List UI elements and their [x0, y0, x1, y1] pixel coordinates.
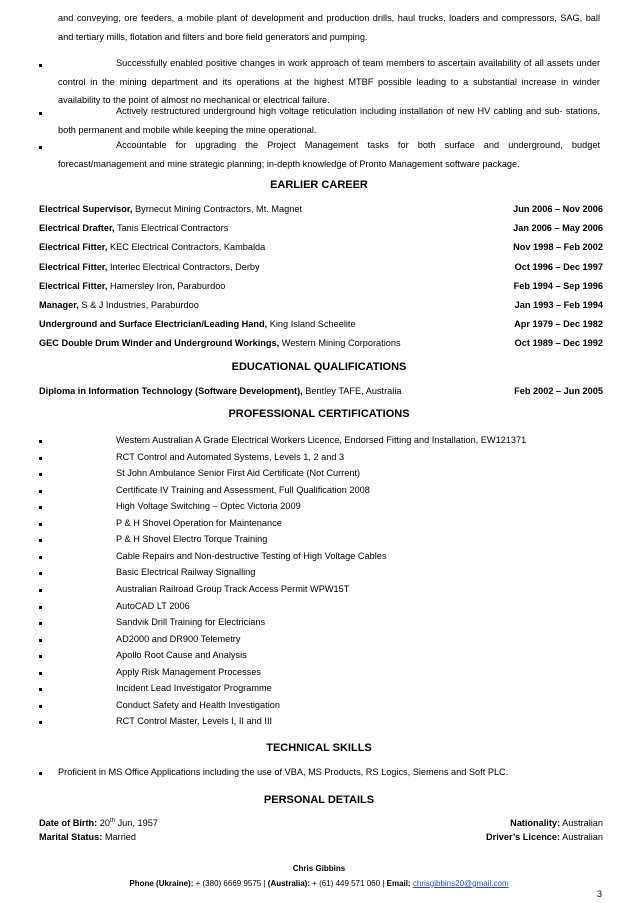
- bullet-marker: [39, 490, 42, 493]
- career-row: [39, 319, 603, 333]
- career-title: Underground and Surface Electrician/Leading Hand,: [39, 319, 268, 329]
- achievement-rest-text: forecast/management and mine strategic planning; in-depth knowledge of Pronto Management software package.: [58, 158, 520, 169]
- achievement-lead-text: Accountable for upgrading the Project Management tasks for both surface and underground, budget: [116, 140, 600, 150]
- career-dates: Nov 1998 – Feb 2002: [513, 242, 603, 252]
- achievement-paragraph: [58, 136, 600, 173]
- career-company: Interlec Electrical Contractors, Derby: [110, 262, 260, 272]
- education-row: [39, 386, 603, 400]
- bullet-marker: [39, 639, 42, 642]
- bullet-marker: [39, 688, 42, 691]
- bullet-marker: [39, 539, 42, 542]
- career-row: [39, 223, 603, 237]
- nationality-label: Nationality:: [510, 818, 561, 828]
- certification-item: Apollo Root Cause and Analysis: [116, 650, 247, 661]
- career-dates: Jan 1993 – Feb 1994: [514, 300, 603, 310]
- nationality: [510, 818, 603, 828]
- dob-day: 20: [99, 818, 110, 829]
- email-link[interactable]: chrisgibbins20@gmail.com: [412, 879, 509, 888]
- certification-item: St John Ambulance Senior First Aid Certificate (Not Current): [116, 468, 361, 479]
- career-dates: Oct 1996 – Dec 1997: [514, 262, 603, 272]
- bullet-marker: [39, 506, 42, 509]
- education-dates: Feb 2002 – Jun 2005: [514, 386, 603, 396]
- career-row: [39, 242, 603, 256]
- page-number: 3: [596, 889, 602, 899]
- career-row: [39, 338, 603, 352]
- marital-label: Marital Status:: [39, 832, 103, 842]
- achievement-lead-text: Actively restructured underground high voltage reticulation including installation of new HV cabling and sub-: [116, 106, 563, 116]
- career-company: KEC Electrical Contractors, Kambalda: [110, 242, 266, 252]
- career-dates: Oct 1989 – Dec 1992: [514, 338, 603, 348]
- certification-item: Conduct Safety and Health Investigation: [116, 699, 280, 710]
- career-title: Electrical Fitter,: [39, 242, 108, 252]
- bullet-marker: [39, 721, 42, 724]
- career-dates: Jan 2006 – May 2006: [513, 223, 603, 233]
- career-company: Byrnecut Mining Contractors, Mt. Magnet: [135, 204, 303, 214]
- career-row: [39, 281, 603, 295]
- career-title: GEC Double Drum Winder and Underground Workings,: [39, 338, 280, 348]
- date-of-birth: [39, 818, 158, 828]
- drivers-licence: [486, 832, 603, 842]
- phone-australia-label: (Australia):: [267, 879, 311, 888]
- career-company: Hamersley Iron, Paraburdoo: [110, 281, 226, 291]
- nationality-value: Australian: [562, 818, 603, 828]
- separator: |: [263, 879, 266, 888]
- bullet-marker: [39, 556, 42, 559]
- career-title: Electrical Fitter,: [39, 281, 108, 291]
- bullet-marker: [39, 440, 42, 443]
- achievement-lead-text: Successfully enabled positive changes in work approach of team members to ascertain availability of all assets: [116, 58, 574, 68]
- career-title: Electrical Fitter,: [39, 262, 108, 272]
- career-title: Electrical Supervisor,: [39, 204, 133, 214]
- bullet-marker: [39, 705, 42, 708]
- certification-item: AD2000 and DR900 Telemetry: [116, 633, 241, 644]
- bullet-marker: [39, 64, 42, 67]
- separator: |: [382, 879, 385, 888]
- marital-status: [39, 832, 136, 842]
- dob-suffix: th: [109, 818, 115, 824]
- phone-australia: + (61) 449 571 060: [312, 879, 381, 888]
- bullet-marker: [39, 672, 42, 675]
- bullet-marker: [39, 523, 42, 526]
- certifications-heading: PROFESSIONAL CERTIFICATIONS: [228, 408, 410, 420]
- career-dates: Jun 2006 – Nov 2006: [513, 204, 603, 214]
- bullet-marker: [39, 473, 42, 476]
- licence-value: Australian: [562, 832, 603, 842]
- certification-item: Incident Lead Investigator Programme: [116, 683, 272, 694]
- email-label: Email:: [386, 879, 411, 888]
- bullet-marker: [39, 146, 42, 149]
- bullet-marker: [39, 772, 42, 775]
- career-company: Tanis Electrical Contractors: [116, 223, 229, 233]
- bullet-marker: [39, 572, 42, 575]
- personal-details-heading: PERSONAL DETAILS: [263, 794, 375, 806]
- certification-item: Apply Risk Management Processes: [116, 666, 262, 677]
- education-heading: EDUCATIONAL QUALIFICATIONS: [231, 361, 407, 373]
- career-title: Electrical Drafter,: [39, 223, 115, 233]
- career-company: Western Mining Corporations: [281, 338, 401, 348]
- footer-name: Chris Gibbins: [292, 864, 346, 873]
- certification-item: Basic Electrical Railway Signalling: [116, 567, 256, 578]
- certification-item: RCT Control and Automated Systems, Levels 1, 2 and 3: [116, 451, 345, 462]
- intro-paragraph-continuation: and conveying, ore feeders, a mobile plant of development and production drills, haul trucks, loaders and compressors, SAG, ball and tertiary mills, flotation and filters and bore field generators and pumping.: [58, 13, 600, 42]
- certification-item: P & H Shovel Electro Torque Training: [116, 534, 268, 545]
- career-row: [39, 204, 603, 218]
- bullet-marker: [39, 655, 42, 658]
- achievement-rest-text: under control in the mining department and its operations at the highest MTBF possible leading to a substantial increase in winder availability to the point of almost no mechanical or electrical failure.: [58, 58, 600, 105]
- education-title: Diploma in Information Technology (Software Development),: [39, 386, 303, 396]
- bullet-marker: [39, 606, 42, 609]
- achievement-paragraph: [58, 102, 600, 139]
- certification-item: Cable Repairs and Non-destructive Testing of High Voltage Cables: [116, 550, 387, 561]
- certification-item: AutoCAD LT 2006: [116, 600, 190, 611]
- certification-item: RCT Control Master, Levels I, II and III: [116, 716, 273, 727]
- footer-contact: [0, 879, 638, 888]
- achievement-rest-text: stations, both permanent and mobile while keeping the mine operational.: [58, 106, 600, 135]
- phone-ukraine: + (380) 6669 9575: [195, 879, 262, 888]
- certification-item: P & H Shovel Operation for Maintenance: [116, 517, 282, 528]
- certification-item: Australian Railroad Group Track Access Permit WPW15T: [116, 583, 350, 594]
- certification-item: Sandvik Drill Training for Electricians: [116, 617, 266, 628]
- dob-label: Date of Birth:: [39, 818, 98, 829]
- certification-item: Western Australian A Grade Electrical Workers Licence, Endorsed Fitting and Installation, EW121371: [116, 435, 527, 445]
- technical-skills-heading: TECHNICAL SKILLS: [266, 742, 372, 754]
- licence-label: Driver’s Licence:: [486, 832, 561, 842]
- career-company: King Island Scheelite: [269, 319, 356, 329]
- career-title: Manager,: [39, 300, 79, 310]
- education-institution: Bentley TAFE, Australia: [305, 386, 402, 396]
- dob-rest: Jun, 1957: [117, 818, 158, 829]
- bullet-marker: [39, 622, 42, 625]
- marital-value: Married: [104, 832, 137, 842]
- certification-item: Certificate IV Training and Assessment, Full Qualification 2008: [116, 484, 370, 495]
- bullet-marker: [39, 457, 42, 460]
- career-dates: Apr 1979 – Dec 1982: [514, 319, 603, 329]
- certification-item: High Voltage Switching – Optec Victoria 2009: [116, 501, 301, 512]
- career-row: [39, 262, 603, 276]
- career-row: [39, 300, 603, 314]
- bullet-marker: [39, 589, 42, 592]
- career-company: S & J Industries, Paraburdoo: [81, 300, 199, 310]
- technical-skill-item: Proficient in MS Office Applications including the use of VBA, MS Products, RS Logics, Siemens and Soft PLC.: [58, 767, 509, 777]
- earlier-career-heading: EARLIER CAREER: [270, 179, 368, 191]
- phone-ukraine-label: Phone (Ukraine):: [129, 879, 194, 888]
- career-dates: Feb 1994 – Sep 1996: [513, 281, 603, 291]
- bullet-marker: [39, 112, 42, 115]
